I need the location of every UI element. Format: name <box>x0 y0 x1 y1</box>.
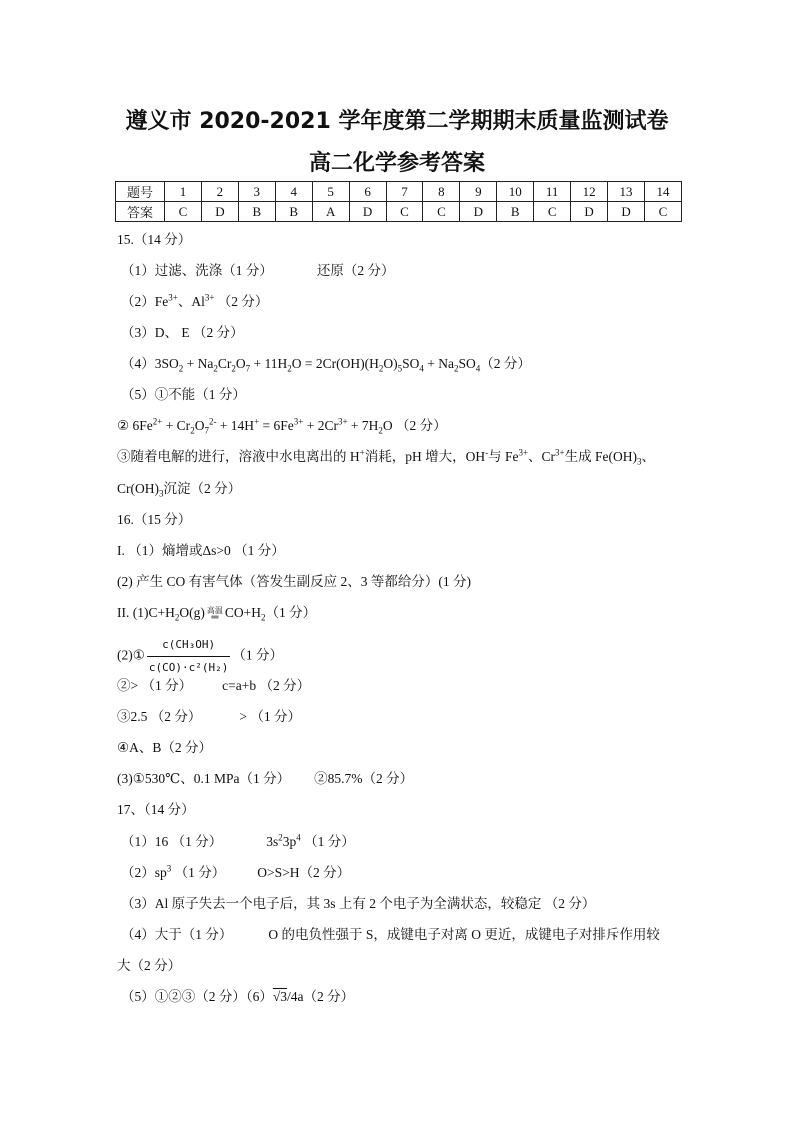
answer-table <box>115 181 682 222</box>
table-cell: D <box>349 202 386 222</box>
table-cell: 3 <box>238 182 275 202</box>
q17-1c: 3p <box>282 834 297 849</box>
table-cell: D <box>201 202 238 222</box>
q15-6g: + 7H <box>347 418 379 433</box>
q16-5a: ②> （1 分） <box>117 678 193 693</box>
fraction-denominator: c(CO)·c²(H₂) <box>148 661 229 674</box>
q17-line-2: $(2)sp^3$ （1 分） O>S>H（2 分） <box>121 863 351 880</box>
q15-2a: （2）Fe <box>121 294 169 309</box>
table-cell: 2 <box>201 182 238 202</box>
q15-6h: O （2 分） <box>382 418 447 433</box>
q16-line-4 <box>117 634 283 679</box>
table-cell: 12 <box>571 182 608 202</box>
q16-line-8 <box>117 770 413 788</box>
q15-line-7: ③随着电解的进行，溶液中水电离出的 H+消耗，pH 增大，OH-与 $Fe^{3+}$、$Cr^{3+}$生成 $Fe(OH)_3$、 <box>117 447 655 467</box>
q17-4b: O 的电负性强于 S，成键电子对离 O 更近，成键电子对排斥作用较 <box>268 927 660 942</box>
page-subtitle: 高二化学参考答案 <box>308 151 485 176</box>
condition-label: 高温 <box>206 605 223 615</box>
table-cell: 9 <box>460 182 497 202</box>
equals-sign: ═ <box>211 611 219 623</box>
sqrt-expression: √3 <box>272 989 288 1004</box>
q15-8a: Cr(OH) <box>117 481 159 496</box>
table-cell: 6 <box>349 182 386 202</box>
table-cell: B <box>238 202 275 222</box>
table-cell: 8 <box>423 182 460 202</box>
q15-7c: 与 Fe <box>488 449 519 464</box>
q15-4i: + Na <box>423 356 454 371</box>
q15-line-8: $Cr(OH)_3$沉淀（2 分） <box>117 481 242 499</box>
table-cell: C <box>386 202 423 222</box>
q15-4d: O <box>235 356 246 371</box>
q16-line-7: ④A、B（2 分） <box>117 740 212 755</box>
q17-2a: （2）sp <box>121 865 167 880</box>
q16-6a: ③2.5 （2 分） <box>117 709 202 724</box>
table-cell: 14 <box>644 182 681 202</box>
table-cell: B <box>275 202 312 222</box>
q16-header: 16.（15 分） <box>117 512 192 527</box>
table-cell: 4 <box>275 182 312 202</box>
table-cell: 13 <box>608 182 645 202</box>
q17-header: 17、（14 分） <box>117 802 195 817</box>
table-cell: 5 <box>312 182 349 202</box>
table-cell: 1 <box>165 182 202 202</box>
table-cell: C <box>165 202 202 222</box>
q17-1a: （1）16 （1 分） <box>121 834 223 849</box>
q15-4c: Cr <box>217 356 232 371</box>
table-cell: C <box>644 202 681 222</box>
row-label-answer: 答案 <box>116 202 165 222</box>
q17-line-6 <box>121 988 354 1006</box>
table-cell: A <box>312 202 349 222</box>
q15-6b: + Cr <box>162 418 191 433</box>
q15-2b: 、Al <box>177 294 205 309</box>
table-cell: 10 <box>497 182 534 202</box>
q16-4b: （1 分） <box>232 647 283 663</box>
q17-line-4 <box>121 926 660 944</box>
q15-8b: 沉淀（2 分） <box>163 481 242 496</box>
page-title: 遵义市 2020-2021 学年度第二学期期末质量监测试卷 <box>125 109 669 134</box>
q17-2b: （1 分） <box>174 865 226 880</box>
q17-6a: （5）①②③（2 分）（6） <box>121 989 273 1004</box>
table-cell: 7 <box>386 182 423 202</box>
q15-4j: SO <box>458 356 476 371</box>
q15-7e: 生成 Fe(OH) <box>564 449 637 464</box>
q16-3d: （1 分） <box>265 605 317 620</box>
q16-5b: c=a+b （2 分） <box>222 678 311 693</box>
q15-line-4: $(4)3SO_2 + Na_2Cr_2O_7 + 11H_2O = 2Cr(OH)(H_2O)_5SO_4 + Na_2SO_4(2$ 分） <box>121 356 531 374</box>
q16-line-1: I. （1）熵增或Δs>0 （1 分） <box>117 543 285 558</box>
table-cell: D <box>571 202 608 222</box>
q15-line-2: $(2)Fe^{3+}$、$Al^{3+}$ （2 分） <box>121 292 269 309</box>
q15-7b: 消耗，pH 增大，OH <box>364 449 486 464</box>
q17-2c: O>S>H（2 分） <box>257 865 351 880</box>
table-cell: C <box>534 202 571 222</box>
q16-3c: CO+H <box>224 605 261 620</box>
q16-4a: (2)① <box>117 647 145 663</box>
q16-8a: (3)①530℃、0.1 MPa（1 分） <box>117 771 291 786</box>
q15-2c: （2 分） <box>217 294 269 309</box>
row-label-number: 题号 <box>116 182 165 202</box>
q15-header: 15.（14 分） <box>117 232 192 247</box>
q15-6d: + 14H <box>216 418 255 433</box>
q16-line-5 <box>117 677 310 695</box>
q15-line-6: ② $6Fe^{2+} + Cr_2O_7^{2-} + 14H^+ = 6Fe^{3+} + 2Cr^{3+} + 7H_2O$ （2 分） <box>117 416 447 436</box>
q15-7f: 、 <box>641 449 655 464</box>
table-cell: D <box>460 202 497 222</box>
q15-4a: （4）3SO <box>121 356 179 371</box>
q15-4f: O = 2Cr(OH)(H <box>291 356 379 371</box>
q17-line-3: （3）Al 原子失去一个电子后，其 3s 上有 2 个电子为全满状态，较稳定 （2 分） <box>121 896 596 911</box>
q17-1b: 3s <box>266 834 279 849</box>
q16-line-2: (2) 产生 CO 有害气体（答发生副反应 2、3 等都给分）(1 分) <box>117 574 471 589</box>
q15-line-3: （3）D、 E （2 分） <box>121 325 244 340</box>
table-row-answers <box>116 202 682 222</box>
q16-3b: O(g) <box>179 605 205 620</box>
q17-4a: （4）大于（1 分） <box>121 927 233 942</box>
q15-4b: + Na <box>183 356 214 371</box>
q16-line-6 <box>117 708 301 726</box>
q16-6b: > （1 分） <box>239 709 301 724</box>
table-cell: B <box>497 202 534 222</box>
q15-6f: + 2Cr <box>303 418 338 433</box>
fraction-numerator: c(CH₃OH) <box>147 634 230 657</box>
q15-line-5: （5）①不能（1 分） <box>121 387 246 402</box>
q15-6e: = 6Fe <box>259 418 294 433</box>
table-cell: 11 <box>534 182 571 202</box>
equilibrium-constant-fraction <box>147 634 230 679</box>
q15-line-1 <box>121 262 395 280</box>
q15-4e: + 11H <box>250 356 288 371</box>
q15-1b: 还原（2 分） <box>316 263 395 278</box>
table-cell: D <box>608 202 645 222</box>
q15-6a: ② 6Fe <box>117 418 153 433</box>
q17-line-5: 大（2 分） <box>117 958 182 973</box>
q17-1d: （1 分） <box>304 834 355 849</box>
q16-3a: II. (1)C+H <box>117 605 175 620</box>
q15-4g: O) <box>383 356 398 371</box>
q15-4k: （2 分） <box>480 356 531 371</box>
q16-line-3: II. $(1)C+H_2O(g)$ 高温 ═ $CO+H_2(1$ 分） <box>117 605 317 623</box>
q15-6c: O <box>194 418 205 433</box>
reaction-condition <box>205 607 225 621</box>
q17-line-1: （1）16 （1 分） $3s^23p^4$ （1 分） <box>121 832 355 849</box>
q15-7d: 、Cr <box>528 449 556 464</box>
table-row-numbers <box>116 182 682 202</box>
q17-6c: /4a（2 分） <box>287 989 355 1004</box>
q15-4h: SO <box>402 356 420 371</box>
q16-8b: ②85.7%（2 分） <box>314 771 414 786</box>
q15-1a: （1）过滤、洗涤（1 分） <box>121 263 273 278</box>
table-cell: C <box>423 202 460 222</box>
q15-7a: ③随着电解的进行，溶液中水电离出的 H <box>117 449 360 464</box>
